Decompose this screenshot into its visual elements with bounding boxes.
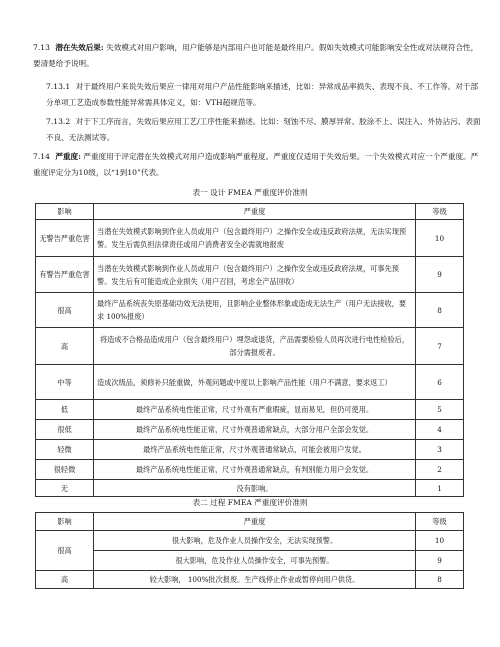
section-lead: 严重度: (55, 152, 81, 161)
header-impact: 影响 (36, 204, 94, 220)
severity-cell: 造成次级品，须修补只能重做，外观问题或中度以上影响产品性能（用户不满意，要求返工） (94, 365, 416, 400)
level-cell: 9 (416, 551, 464, 571)
table-row (36, 220, 464, 257)
header-severity: 严重度 (94, 513, 416, 531)
table-row (36, 257, 464, 293)
severity-cell: 最终产品系统电性能正常，尺寸外观普通常缺点，可能会被用户发觉。 (94, 440, 416, 460)
process-fmea-severity-table (35, 512, 464, 589)
level-cell: 4 (416, 420, 464, 440)
section-text: 严重度用于评定潜在失效模式对用户造成影响严重程度。严重度仅适用于失效后果。一个失效模式对应一个严重度。严重度评定分为10级，以“1到10”代表。 (33, 152, 479, 177)
severity-cell: 没有影响。 (94, 480, 416, 497)
impact-cell: 很轻微 (36, 460, 94, 480)
impact-cell: 低 (36, 400, 94, 420)
table-row (36, 365, 464, 400)
level-cell: 9 (416, 257, 464, 293)
severity-cell: 最终产品系统电性能正常，尺寸外观普通常缺点，大部分用户全部会发觉。 (94, 420, 416, 440)
level-cell: 8 (416, 571, 464, 589)
header-level: 等级 (416, 513, 464, 531)
table-row (36, 328, 464, 365)
impact-cell: 轻微 (36, 440, 94, 460)
table-header-row (36, 204, 464, 220)
section-number: 7.14 (33, 152, 50, 161)
severity-cell: 最终产品系统电性能正常，尺寸外观普通常缺点，有判别能力用户会发觉。 (94, 460, 416, 480)
table-row (36, 293, 464, 328)
table-row (36, 531, 464, 551)
impact-cell: 高 (36, 328, 94, 365)
severity-cell: 当潜在失效模式影响到作业人员或用户（包含最终用户）之操作安全或违反政府法规，无法实现预警。发生后需负担法律责任或用户消费者安全必需就地报废 (94, 220, 416, 257)
table2-caption: 表二 过程 FMEA 严重度评价准则 (192, 498, 308, 507)
paragraph-7-13-1 (46, 79, 481, 110)
severity-cell: 将造成不合格品造成用户（包含最终用户）埋怨或退货，产品需要检验人员再次进行电性检验后，部分需报废者。 (94, 328, 416, 365)
section-number: 7.13.1 (46, 82, 71, 91)
impact-cell: 有警告严重危害 (36, 257, 94, 293)
section-number: 7.13.2 (46, 117, 71, 126)
paragraph-7-13-2 (46, 114, 481, 145)
severity-cell: 较大影响， 100%批次报废。生产线停止作业或暂停向用户供货。 (94, 571, 416, 589)
table-row (36, 440, 464, 460)
table-row (36, 551, 464, 571)
level-cell: 6 (416, 365, 464, 400)
table-row (36, 400, 464, 420)
paragraph-7-14 (33, 149, 481, 180)
level-cell: 10 (416, 531, 464, 551)
impact-cell: 高 (36, 571, 94, 589)
level-cell: 5 (416, 400, 464, 420)
design-fmea-severity-table (35, 203, 464, 497)
severity-cell: 最终产品系统丧失原基础功效无法使用，且影响企业整体形象或造成无法生产（用户无法接收，要求 100%报废） (94, 293, 416, 328)
header-impact: 影响 (36, 513, 94, 531)
impact-cell: 很低 (36, 420, 94, 440)
severity-cell: 很大影响，危及作业人员操作安全，无法实现预警。 (94, 531, 416, 551)
level-cell: 1 (416, 480, 464, 497)
severity-cell: 当潜在失效模式影响到作业人员或用户（包含最终用户）之操作安全或违反政府法规，可事先预警。发生后有可能造成企业损失（用户召回，考虑全产品回收） (94, 257, 416, 293)
impact-cell: 无警告严重危害 (36, 220, 94, 257)
impact-cell: 中等 (36, 365, 94, 400)
section-text: 对于下工序而言，失效后果应用工艺/工序性能来描述。比如：刻蚀不尽、膜厚异常、胶涂不上、误注入、外协沾污、表面不良、无法测试等。 (46, 117, 481, 142)
table1-caption: 表一 设计 FMEA 严重度评价准则 (192, 188, 308, 197)
paragraph-7-13 (33, 40, 481, 71)
level-cell: 8 (416, 293, 464, 328)
table-row (36, 571, 464, 589)
severity-cell: 很大影响，危及作业人员操作安全，可事先预警。 (94, 551, 416, 571)
level-cell: 10 (416, 220, 464, 257)
table-row (36, 420, 464, 440)
table-row (36, 480, 464, 497)
table-row (36, 460, 464, 480)
impact-cell: 很高 (36, 531, 94, 571)
header-severity: 严重度 (94, 204, 416, 220)
severity-cell: 最终产品系统电性能正常，尺寸外观有严重瑕疵，显而易见，但仍可使用。 (94, 400, 416, 420)
level-cell: 2 (416, 460, 464, 480)
section-text: 对于最终用户来说失效后果应一律用对用户产品性能影响来描述，比如：异常成品率损失、表现不良、不工作等。对于部分单项工艺造成参数性能异常需具体定义，如：VTH超规范等。 (46, 82, 479, 107)
impact-cell: 很高 (36, 293, 94, 328)
impact-cell: 无 (36, 480, 94, 497)
section-number: 7.13 (33, 43, 50, 52)
table-header-row (36, 513, 464, 531)
header-level: 等级 (416, 204, 464, 220)
level-cell: 7 (416, 328, 464, 365)
level-cell: 3 (416, 440, 464, 460)
section-lead: 潜在失效后果: (55, 43, 104, 52)
section-text: 失效模式对用户影响，用户能够是内部用户也可能是最终用户。假如失效模式可能影响安全性或对法规符合性，要清楚给予说明。 (33, 43, 479, 68)
